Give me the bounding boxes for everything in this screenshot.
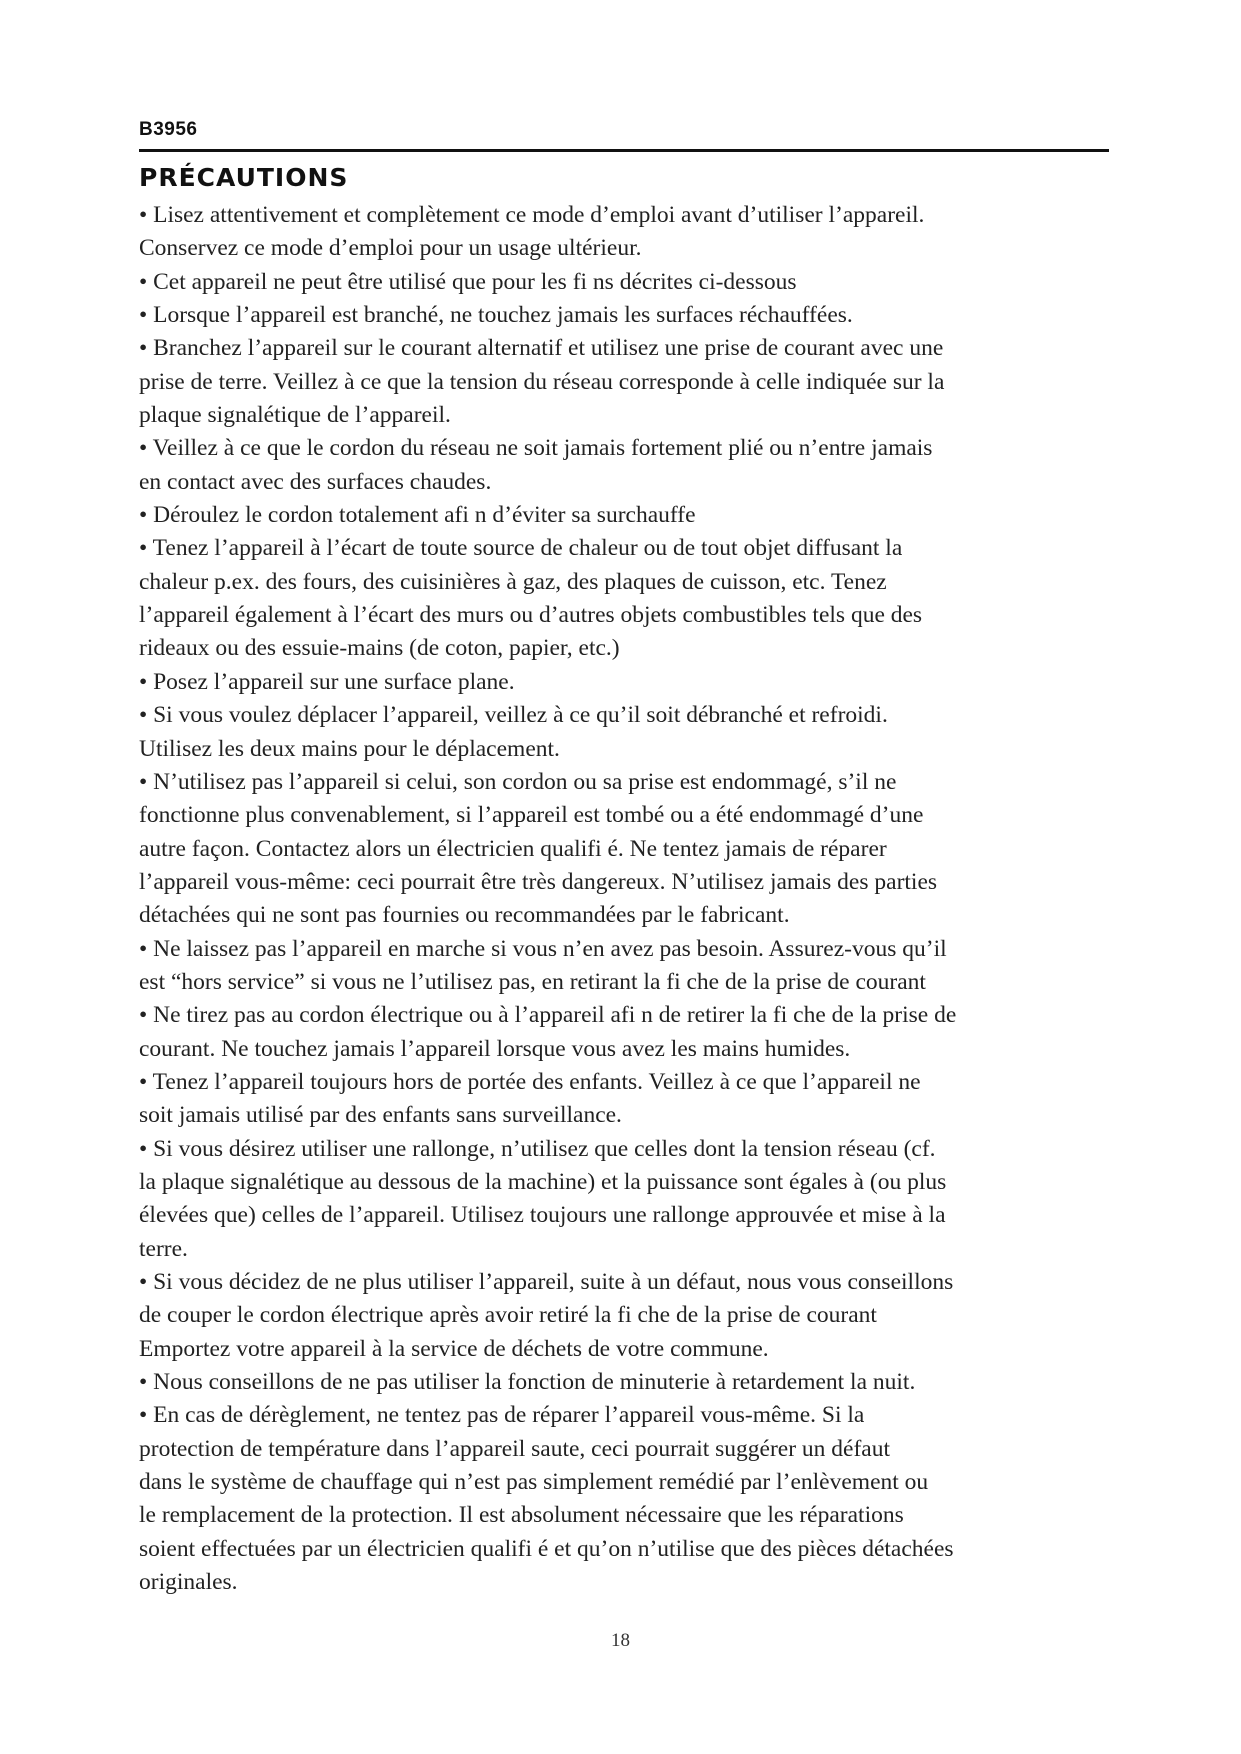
text-line: protection de température dans l’appareil saute, ceci pourrait suggérer un défaut xyxy=(139,1435,891,1462)
text-line: • En cas de dérèglement, ne tentez pas de réparer l’appareil vous-même. Si la xyxy=(139,1402,865,1429)
text-line: • Si vous décidez de ne plus utiliser l’appareil, suite à un défaut, nous vous conseillons xyxy=(139,1269,954,1295)
text-line: en contact avec des surfaces chaudes. xyxy=(139,468,492,495)
text-line: • Si vous désirez utiliser une rallonge, n’utilisez que celles dont la tension réseau (cf. xyxy=(139,1135,936,1162)
text-line: • Déroulez le cordon totalement afi n d’éviter sa surchauffe xyxy=(139,502,696,529)
text-line: Emportez votre appareil à la service de déchets de votre commune. xyxy=(139,1335,769,1362)
text-line: l’appareil vous-même: ceci pourrait être très dangereux. N’utilisez jamais des parties xyxy=(139,868,938,895)
text-line: rideaux ou des essuie-mains (de coton, papier, etc.) xyxy=(139,635,620,662)
text-line: soient effectuées par un électricien qualifi é et qu’on n’utilise que des pièces détachées xyxy=(139,1535,954,1562)
text-line: élevées que) celles de l’appareil. Utilisez toujours une rallonge approuvée et mise à la xyxy=(139,1202,946,1229)
text-line: • Ne tirez pas au cordon électrique ou à l’appareil afi n de retirer la fi che de la prise de xyxy=(139,1002,957,1029)
text-line: dans le système de chauffage qui n’est pas simplement remédié par l’enlèvement ou xyxy=(139,1469,929,1496)
page-number: 18 xyxy=(611,1630,630,1651)
text-line: fonctionne plus convenablement, si l’appareil est tombé ou a été endommagé d’une xyxy=(139,802,924,829)
text-line: originales. xyxy=(139,1569,238,1596)
text-line: • Cet appareil ne peut être utilisé que pour les fi ns décrites ci-dessous xyxy=(139,268,797,295)
text-line: • Posez l’appareil sur une surface plane. xyxy=(139,668,515,695)
text-line: • Veillez à ce que le cordon du réseau ne soit jamais fortement plié ou n’entre jamais xyxy=(139,435,933,462)
text-line: détachées qui ne sont pas fournies ou recommandées par le fabricant. xyxy=(139,902,790,929)
section-title: PRÉCAUTIONS xyxy=(139,163,349,192)
text-line: Conservez ce mode d’emploi pour un usage ultérieur. xyxy=(139,235,642,262)
text-line: • Lorsque l’appareil est branché, ne touchez jamais les surfaces réchauffées. xyxy=(139,302,853,329)
text-line: la plaque signalétique au dessous de la machine) et la puissance sont égales à (ou plus xyxy=(139,1168,947,1195)
text-line: • N’utilisez pas l’appareil si celui, son cordon ou sa prise est endommagé, s’il ne xyxy=(139,768,897,795)
text-line: • Tenez l’appareil à l’écart de toute source de chaleur ou de tout objet diffusant la xyxy=(139,535,903,562)
text-line: est “hors service” si vous ne l’utilisez pas, en retirant la fi che de la prise de courant xyxy=(139,968,926,995)
text-line: plaque signalétique de l’appareil. xyxy=(139,402,451,429)
text-line: soit jamais utilisé par des enfants sans surveillance. xyxy=(139,1102,622,1129)
text-line: • Lisez attentivement et complètement ce mode d’emploi avant d’utiliser l’appareil. xyxy=(139,202,925,228)
model-number: B3956 xyxy=(139,119,198,140)
header-rule xyxy=(139,149,1109,152)
text-line: Utilisez les deux mains pour le déplacement. xyxy=(139,735,560,762)
text-line: • Ne laissez pas l’appareil en marche si vous n’en avez pas besoin. Assurez-vous qu’il xyxy=(139,935,947,962)
text-line: autre façon. Contactez alors un électricien qualifi é. Ne tentez jamais de réparer xyxy=(139,835,887,862)
text-line: de couper le cordon électrique après avoir retiré la fi che de la prise de courant xyxy=(139,1302,877,1329)
text-line: • Nous conseillons de ne pas utiliser la fonction de minuterie à retardement la nuit. xyxy=(139,1369,916,1396)
text-line: chaleur p.ex. des fours, des cuisinières à gaz, des plaques de cuisson, etc. Tenez xyxy=(139,568,887,595)
text-line: l’appareil également à l’écart des murs ou d’autres objets combustibles tels que des xyxy=(139,602,923,629)
precautions-text xyxy=(139,199,1119,1599)
text-line: terre. xyxy=(139,1235,188,1262)
text-line: prise de terre. Veillez à ce que la tension du réseau corresponde à celle indiquée sur la xyxy=(139,368,945,395)
text-line: courant. Ne touchez jamais l’appareil lorsque vous avez les mains humides. xyxy=(139,1035,851,1062)
text-line: • Si vous voulez déplacer l’appareil, veillez à ce qu’il soit débranché et refroidi. xyxy=(139,702,888,729)
text-line: le remplacement de la protection. Il est absolument nécessaire que les réparations xyxy=(139,1502,904,1529)
text-line: • Tenez l’appareil toujours hors de portée des enfants. Veillez à ce que l’appareil ne xyxy=(139,1068,921,1095)
text-line: • Branchez l’appareil sur le courant alternatif et utilisez une prise de courant avec une xyxy=(139,335,944,362)
